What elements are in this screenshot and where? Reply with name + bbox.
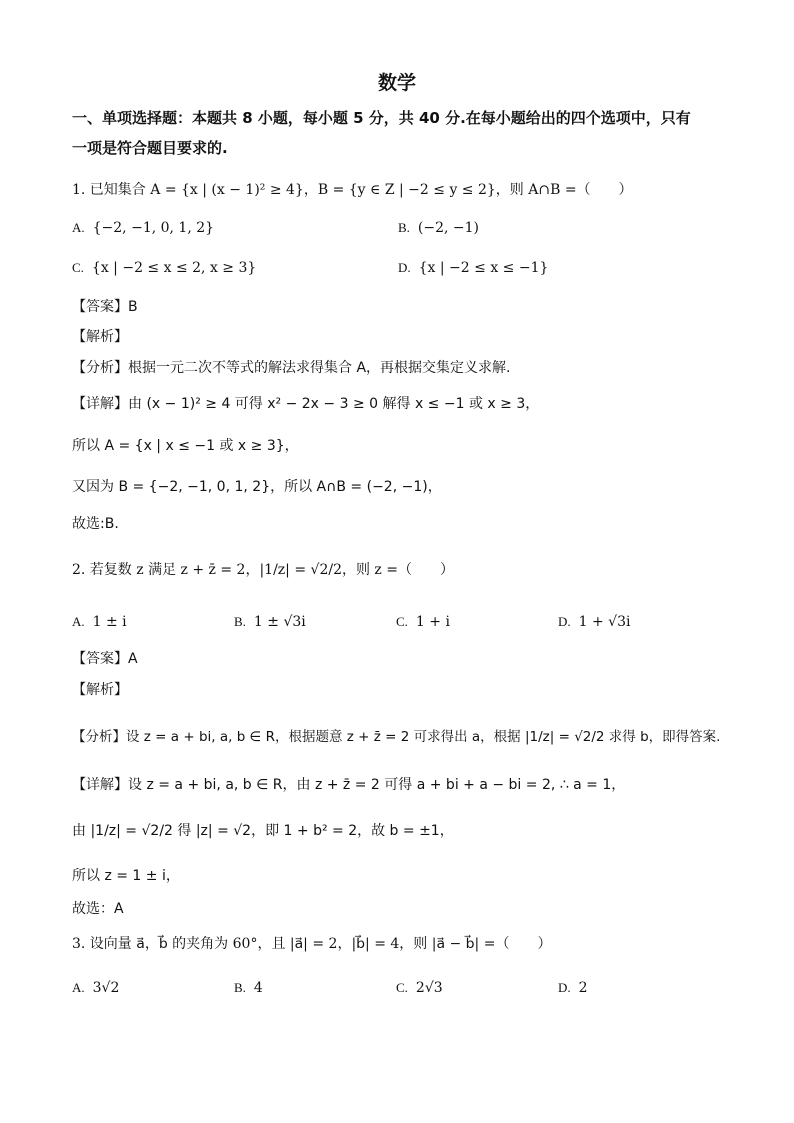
q3-option-d-text: 2 [578,980,588,996]
section-heading-line2: 一项是符合题目要求的. [72,139,228,157]
q2-option-d [558,612,630,632]
q2-option-a-label: A. [72,614,85,629]
q3-option-d-label: D. [558,980,571,995]
q2-option-d-label: D. [558,614,571,629]
q1-stem: 1. 已知集合 A = {x | (x − 1)² ≥ 4}，B = {y ∈ Z | −2 ≤ y ≤ 2}，则 A∩B =（ ） [72,182,633,198]
q2-analysis-heading: 【解析】 [72,682,128,698]
q1-option-a [72,218,214,238]
q2-option-a [72,612,127,632]
q1-option-a-label: A. [72,220,85,235]
section-heading-line1: 一、单项选择题：本题共 8 小题，每小题 5 分，共 40 分.在每小题给出的四个选项中，只有 [72,109,691,127]
q1-option-c-text: {x | −2 ≤ x ≤ 2, x ≥ 3} [91,260,257,276]
q2-option-d-text: 1 + √3i [578,614,631,630]
q2-answer: 【答案】A [72,651,138,667]
q2-solution-line1: 【详解】设 z = a + bi, a, b ∈ R，由 z + z̄ = 2 可得 a + bi + a − bi = 2, ∴ a = 1， [72,777,626,793]
q3-option-c [396,978,443,998]
q1-option-a-text: {−2, −1, 0, 1, 2} [92,220,215,236]
q1-solution-line3: 又因为 B = {−2, −1, 0, 1, 2}，所以 A∩B = (−2, −1)， [72,479,442,495]
q2-choice: 故选：A [72,901,124,917]
q1-option-d-text: {x | −2 ≤ x ≤ −1} [418,260,549,276]
q2-option-b [234,612,306,632]
q3-option-b [234,978,263,998]
q2-option-a-text: 1 ± i [92,614,127,630]
q1-option-b [398,218,479,238]
q2-option-c-text: 1 + i [415,614,450,630]
q1-option-d-label: D. [398,260,411,275]
q3-option-b-label: B. [234,980,246,995]
q2-option-b-label: B. [234,614,246,629]
q2-option-c-label: C. [396,614,408,629]
q1-option-b-text: (−2, −1) [417,220,480,236]
q2-stem: 2. 若复数 z 满足 z + z̄ = 2，|1/z| = √2/2，则 z =（ ） [72,562,454,578]
q1-analysis-heading: 【解析】 [72,329,128,345]
q2-option-c [396,612,450,632]
q1-solution-line1: 【详解】由 (x − 1)² ≥ 4 可得 x² − 2x − 3 ≥ 0 解得 x ≤ −1 或 x ≥ 3， [72,396,540,412]
q1-solution-line2: 所以 A = {x | x ≤ −1 或 x ≥ 3}， [72,438,299,454]
q2-solution-line2: 由 |1/z| = √2/2 得 |z| = √2，即 1 + b² = 2，故 b = ±1， [72,823,454,839]
q2-solution-line3: 所以 z = 1 ± i， [72,868,180,884]
q1-choice: 故选:B. [72,516,119,532]
q1-option-b-label: B. [398,220,410,235]
q2-analysis: 【分析】设 z = a + bi, a, b ∈ R，根据题意 z + z̄ = 2 可求得出 a，根据 |1/z| = √2/2 求得 b，即得答案. [72,729,721,745]
q1-option-d [398,258,548,278]
q2-option-b-text: 1 ± √3i [253,614,306,630]
q3-option-b-text: 4 [253,980,263,996]
q1-option-c [72,258,256,278]
q3-option-a-label: A. [72,980,85,995]
q3-option-c-text: 2√3 [415,980,443,996]
q3-option-a-text: 3√2 [92,980,120,996]
q1-option-c-label: C. [72,260,84,275]
q3-option-d [558,978,588,998]
q1-analysis: 【分析】根据一元二次不等式的解法求得集合 A，再根据交集定义求解. [72,360,511,376]
q3-option-c-label: C. [396,980,408,995]
q1-answer: 【答案】B [72,299,138,315]
q3-option-a [72,978,119,998]
page-title: 数学 [377,72,416,94]
q3-stem: 3. 设向量 a⃗，b⃗ 的夹角为 60°，且 |a⃗| = 2，|b⃗| = 4，则 |a⃗ − b⃗| =（ ） [72,936,552,952]
